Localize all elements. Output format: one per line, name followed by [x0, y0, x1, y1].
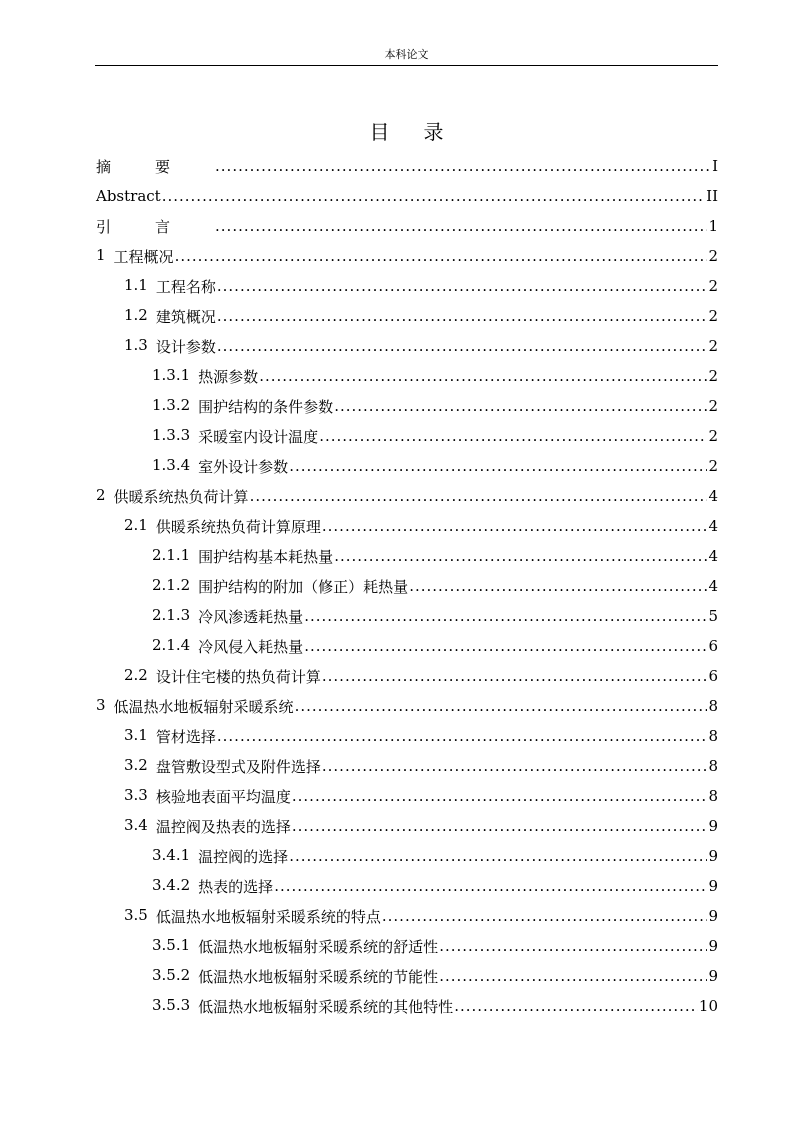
toc-entry-page: 9 — [708, 847, 718, 865]
toc-entry-page: 9 — [708, 937, 718, 955]
toc-entry[interactable] — [96, 961, 718, 991]
toc-entry[interactable] — [96, 181, 718, 211]
toc-entry-number: 2.1.1 — [152, 545, 191, 564]
toc-entry-page: 2 — [708, 247, 718, 265]
toc-entry-page: 1 — [708, 217, 718, 235]
toc-entry[interactable] — [96, 751, 718, 781]
toc-entry-title: 温控阀及热表的选择 — [155, 817, 291, 836]
toc-entry-title: Abstract — [96, 187, 161, 205]
toc-entry-title: 围护结构的附加（修正）耗热量 — [198, 577, 409, 596]
toc-entry[interactable] — [96, 841, 718, 871]
toc-entry-number: 2.2 — [124, 665, 148, 684]
toc-entry[interactable] — [96, 871, 718, 901]
toc-entry-label — [124, 276, 216, 297]
toc-entry-page: 8 — [708, 787, 718, 805]
dot-leader — [215, 217, 707, 235]
toc-entry[interactable] — [96, 721, 718, 751]
toc-entry-number: 3.4 — [124, 815, 148, 834]
toc-entry-title: 供暖系统热负荷计算原理 — [155, 517, 321, 536]
dot-leader — [334, 397, 707, 415]
toc-entry-title: 围护结构基本耗热量 — [198, 547, 334, 566]
toc-entry-title: 盘管敷设型式及附件选择 — [155, 757, 321, 776]
toc-entry-label — [152, 996, 453, 1017]
toc-entry-number: 3.2 — [124, 755, 148, 774]
toc-entry-label — [96, 696, 294, 717]
toc-entry-page: 9 — [708, 877, 718, 895]
toc-entry-label — [152, 936, 438, 957]
toc-entry-title: 冷风侵入耗热量 — [198, 637, 304, 656]
running-header: 本科论文 — [384, 48, 429, 61]
toc-entry-page: 8 — [708, 697, 718, 715]
dot-leader — [322, 517, 708, 535]
toc-entry-number: 3.5.3 — [152, 995, 191, 1014]
toc-entry-page: 2 — [708, 337, 718, 355]
toc-entry-label — [152, 546, 333, 567]
toc-entry[interactable] — [96, 511, 718, 541]
header-rule — [95, 65, 718, 66]
toc-entry-title: 设计住宅楼的热负荷计算 — [155, 667, 321, 686]
dot-leader — [274, 877, 707, 895]
toc-entry-label — [124, 756, 321, 777]
toc-entry-number: 2.1.2 — [152, 575, 191, 594]
toc-entry-page: 2 — [708, 457, 718, 475]
dot-leader — [382, 907, 708, 925]
toc-entry[interactable] — [96, 931, 718, 961]
toc-entry-title: 建筑概况 — [155, 307, 216, 326]
toc-entry-label — [152, 576, 408, 597]
toc-entry-title: 低温热水地板辐射采暖系统的舒适性 — [198, 937, 439, 956]
toc-entry-page: 4 — [708, 517, 718, 535]
toc-entry-title: 低温热水地板辐射采暖系统的其他特性 — [198, 997, 454, 1016]
toc-entry[interactable] — [96, 481, 718, 511]
dot-leader — [217, 277, 708, 295]
toc-entry-title: 低温热水地板辐射采暖系统的节能性 — [198, 967, 439, 986]
toc-entry-label — [124, 336, 216, 357]
toc-entry-title: 摘要 — [96, 157, 215, 176]
toc-entry[interactable] — [96, 361, 718, 391]
toc-entry-page: 8 — [708, 727, 718, 745]
dot-leader — [289, 457, 707, 475]
toc-entry-page: II — [706, 187, 718, 205]
toc-entry[interactable] — [96, 991, 718, 1021]
toc-entry[interactable] — [96, 301, 718, 331]
toc-entry-page: 4 — [708, 577, 718, 595]
toc-entry-page: 9 — [708, 817, 718, 835]
toc-entry[interactable] — [96, 271, 718, 301]
toc-entry-label — [96, 156, 214, 177]
toc-entry-page: 2 — [708, 277, 718, 295]
toc-entry-title: 引言 — [96, 217, 215, 236]
toc-entry-label — [152, 426, 318, 447]
toc-entry-page: 2 — [708, 307, 718, 325]
dot-leader — [259, 367, 707, 385]
dot-leader — [409, 577, 707, 595]
toc-entry-label — [96, 216, 214, 237]
toc-entry[interactable] — [96, 211, 718, 241]
toc-entry-title: 工程名称 — [155, 277, 216, 296]
toc-entry-label — [152, 876, 273, 897]
dot-leader — [322, 757, 708, 775]
toc-title: 目录 — [369, 120, 478, 144]
dot-leader — [439, 937, 707, 955]
toc-entry-title: 管材选择 — [155, 727, 216, 746]
toc-entry[interactable] — [96, 421, 718, 451]
toc-entry-title: 工程概况 — [113, 247, 174, 266]
toc-entry-label — [124, 906, 381, 927]
toc-entry-number: 1 — [96, 245, 106, 264]
dot-leader — [217, 307, 708, 325]
toc-entry-title: 热源参数 — [198, 367, 259, 386]
dot-leader — [322, 667, 708, 685]
dot-leader — [319, 427, 707, 445]
toc-entry[interactable] — [96, 541, 718, 571]
toc-entry-page: 2 — [708, 367, 718, 385]
toc-entry-page: 4 — [708, 487, 718, 505]
dot-leader — [217, 337, 708, 355]
toc-entry[interactable] — [96, 631, 718, 661]
toc-entry-title: 热表的选择 — [198, 877, 274, 896]
toc-entry-number: 3.5.1 — [152, 935, 191, 954]
table-of-contents — [96, 151, 718, 1021]
toc-entry-page: 9 — [708, 907, 718, 925]
toc-entry-page: I — [712, 157, 718, 175]
dot-leader — [217, 727, 708, 745]
dot-leader — [439, 967, 707, 985]
toc-entry-page: 6 — [708, 667, 718, 685]
toc-entry-label — [124, 666, 321, 687]
toc-entry-number: 3.5.2 — [152, 965, 191, 984]
toc-entry-label — [124, 786, 291, 807]
toc-entry-label — [152, 366, 258, 387]
toc-entry-title: 室外设计参数 — [198, 457, 289, 476]
toc-entry-page: 5 — [708, 607, 718, 625]
toc-entry-title: 低温热水地板辐射采暖系统 — [113, 697, 294, 716]
toc-entry[interactable] — [96, 781, 718, 811]
toc-entry-label — [152, 636, 303, 657]
toc-entry-number: 2.1 — [124, 515, 148, 534]
dot-leader — [215, 157, 711, 175]
toc-entry[interactable] — [96, 451, 718, 481]
toc-entry-title: 温控阀的选择 — [198, 847, 289, 866]
toc-entry-number: 3.5 — [124, 905, 148, 924]
toc-entry[interactable] — [96, 811, 718, 841]
toc-entry-number: 1.3.4 — [152, 455, 191, 474]
toc-entry-number: 1.2 — [124, 305, 148, 324]
toc-entry-number: 3.3 — [124, 785, 148, 804]
toc-entry-title: 供暖系统热负荷计算 — [113, 487, 249, 506]
toc-entry[interactable] — [96, 601, 718, 631]
toc-entry-page: 9 — [708, 967, 718, 985]
toc-entry-number: 1.3 — [124, 335, 148, 354]
toc-entry-number: 2 — [96, 485, 106, 504]
toc-entry-number: 3.4.2 — [152, 875, 191, 894]
dot-leader — [289, 847, 707, 865]
toc-entry-page: 6 — [708, 637, 718, 655]
toc-entry-title: 围护结构的条件参数 — [198, 397, 334, 416]
toc-entry-number: 3 — [96, 695, 106, 714]
toc-entry[interactable] — [96, 571, 718, 601]
toc-entry-number: 2.1.3 — [152, 605, 191, 624]
dot-leader — [454, 997, 698, 1015]
toc-entry-label — [96, 486, 249, 507]
toc-entry-title: 设计参数 — [155, 337, 216, 356]
dot-leader — [175, 247, 708, 265]
toc-entry-number: 3.4.1 — [152, 845, 191, 864]
toc-entry-number: 1.3.3 — [152, 425, 191, 444]
toc-entry-label — [152, 966, 438, 987]
toc-entry-label — [96, 187, 161, 205]
toc-entry-label — [96, 246, 174, 267]
dot-leader — [250, 487, 708, 505]
toc-entry[interactable] — [96, 391, 718, 421]
toc-entry-label — [124, 516, 321, 537]
toc-entry-page: 8 — [708, 757, 718, 775]
toc-entry-number: 1.3.1 — [152, 365, 191, 384]
toc-entry-label — [152, 396, 333, 417]
toc-entry-label — [152, 606, 303, 627]
toc-entry-page: 10 — [698, 997, 718, 1015]
toc-entry[interactable] — [96, 901, 718, 931]
toc-entry-title: 采暖室内设计温度 — [198, 427, 319, 446]
toc-entry[interactable] — [96, 691, 718, 721]
toc-entry-title: 冷风渗透耗热量 — [198, 607, 304, 626]
dot-leader — [334, 547, 707, 565]
toc-entry-number: 1.1 — [124, 275, 148, 294]
dot-leader — [162, 187, 705, 205]
toc-entry[interactable] — [96, 661, 718, 691]
toc-entry-label — [124, 306, 216, 327]
dot-leader — [292, 787, 708, 805]
toc-entry-title: 低温热水地板辐射采暖系统的特点 — [155, 907, 381, 926]
toc-entry-label — [124, 726, 216, 747]
dot-leader — [304, 637, 707, 655]
dot-leader — [295, 697, 708, 715]
toc-entry-title: 核验地表面平均温度 — [155, 787, 291, 806]
dot-leader — [292, 817, 708, 835]
toc-entry-label — [124, 816, 291, 837]
dot-leader — [304, 607, 707, 625]
toc-entry-page: 4 — [708, 547, 718, 565]
toc-entry-page: 2 — [708, 397, 718, 415]
toc-entry-label — [152, 456, 288, 477]
toc-entry[interactable] — [96, 241, 718, 271]
toc-entry-label — [152, 846, 288, 867]
toc-entry-page: 2 — [708, 427, 718, 445]
toc-entry-number: 2.1.4 — [152, 635, 191, 654]
toc-entry[interactable] — [96, 151, 718, 181]
toc-entry-number: 1.3.2 — [152, 395, 191, 414]
toc-entry-number: 3.1 — [124, 725, 148, 744]
toc-entry[interactable] — [96, 331, 718, 361]
